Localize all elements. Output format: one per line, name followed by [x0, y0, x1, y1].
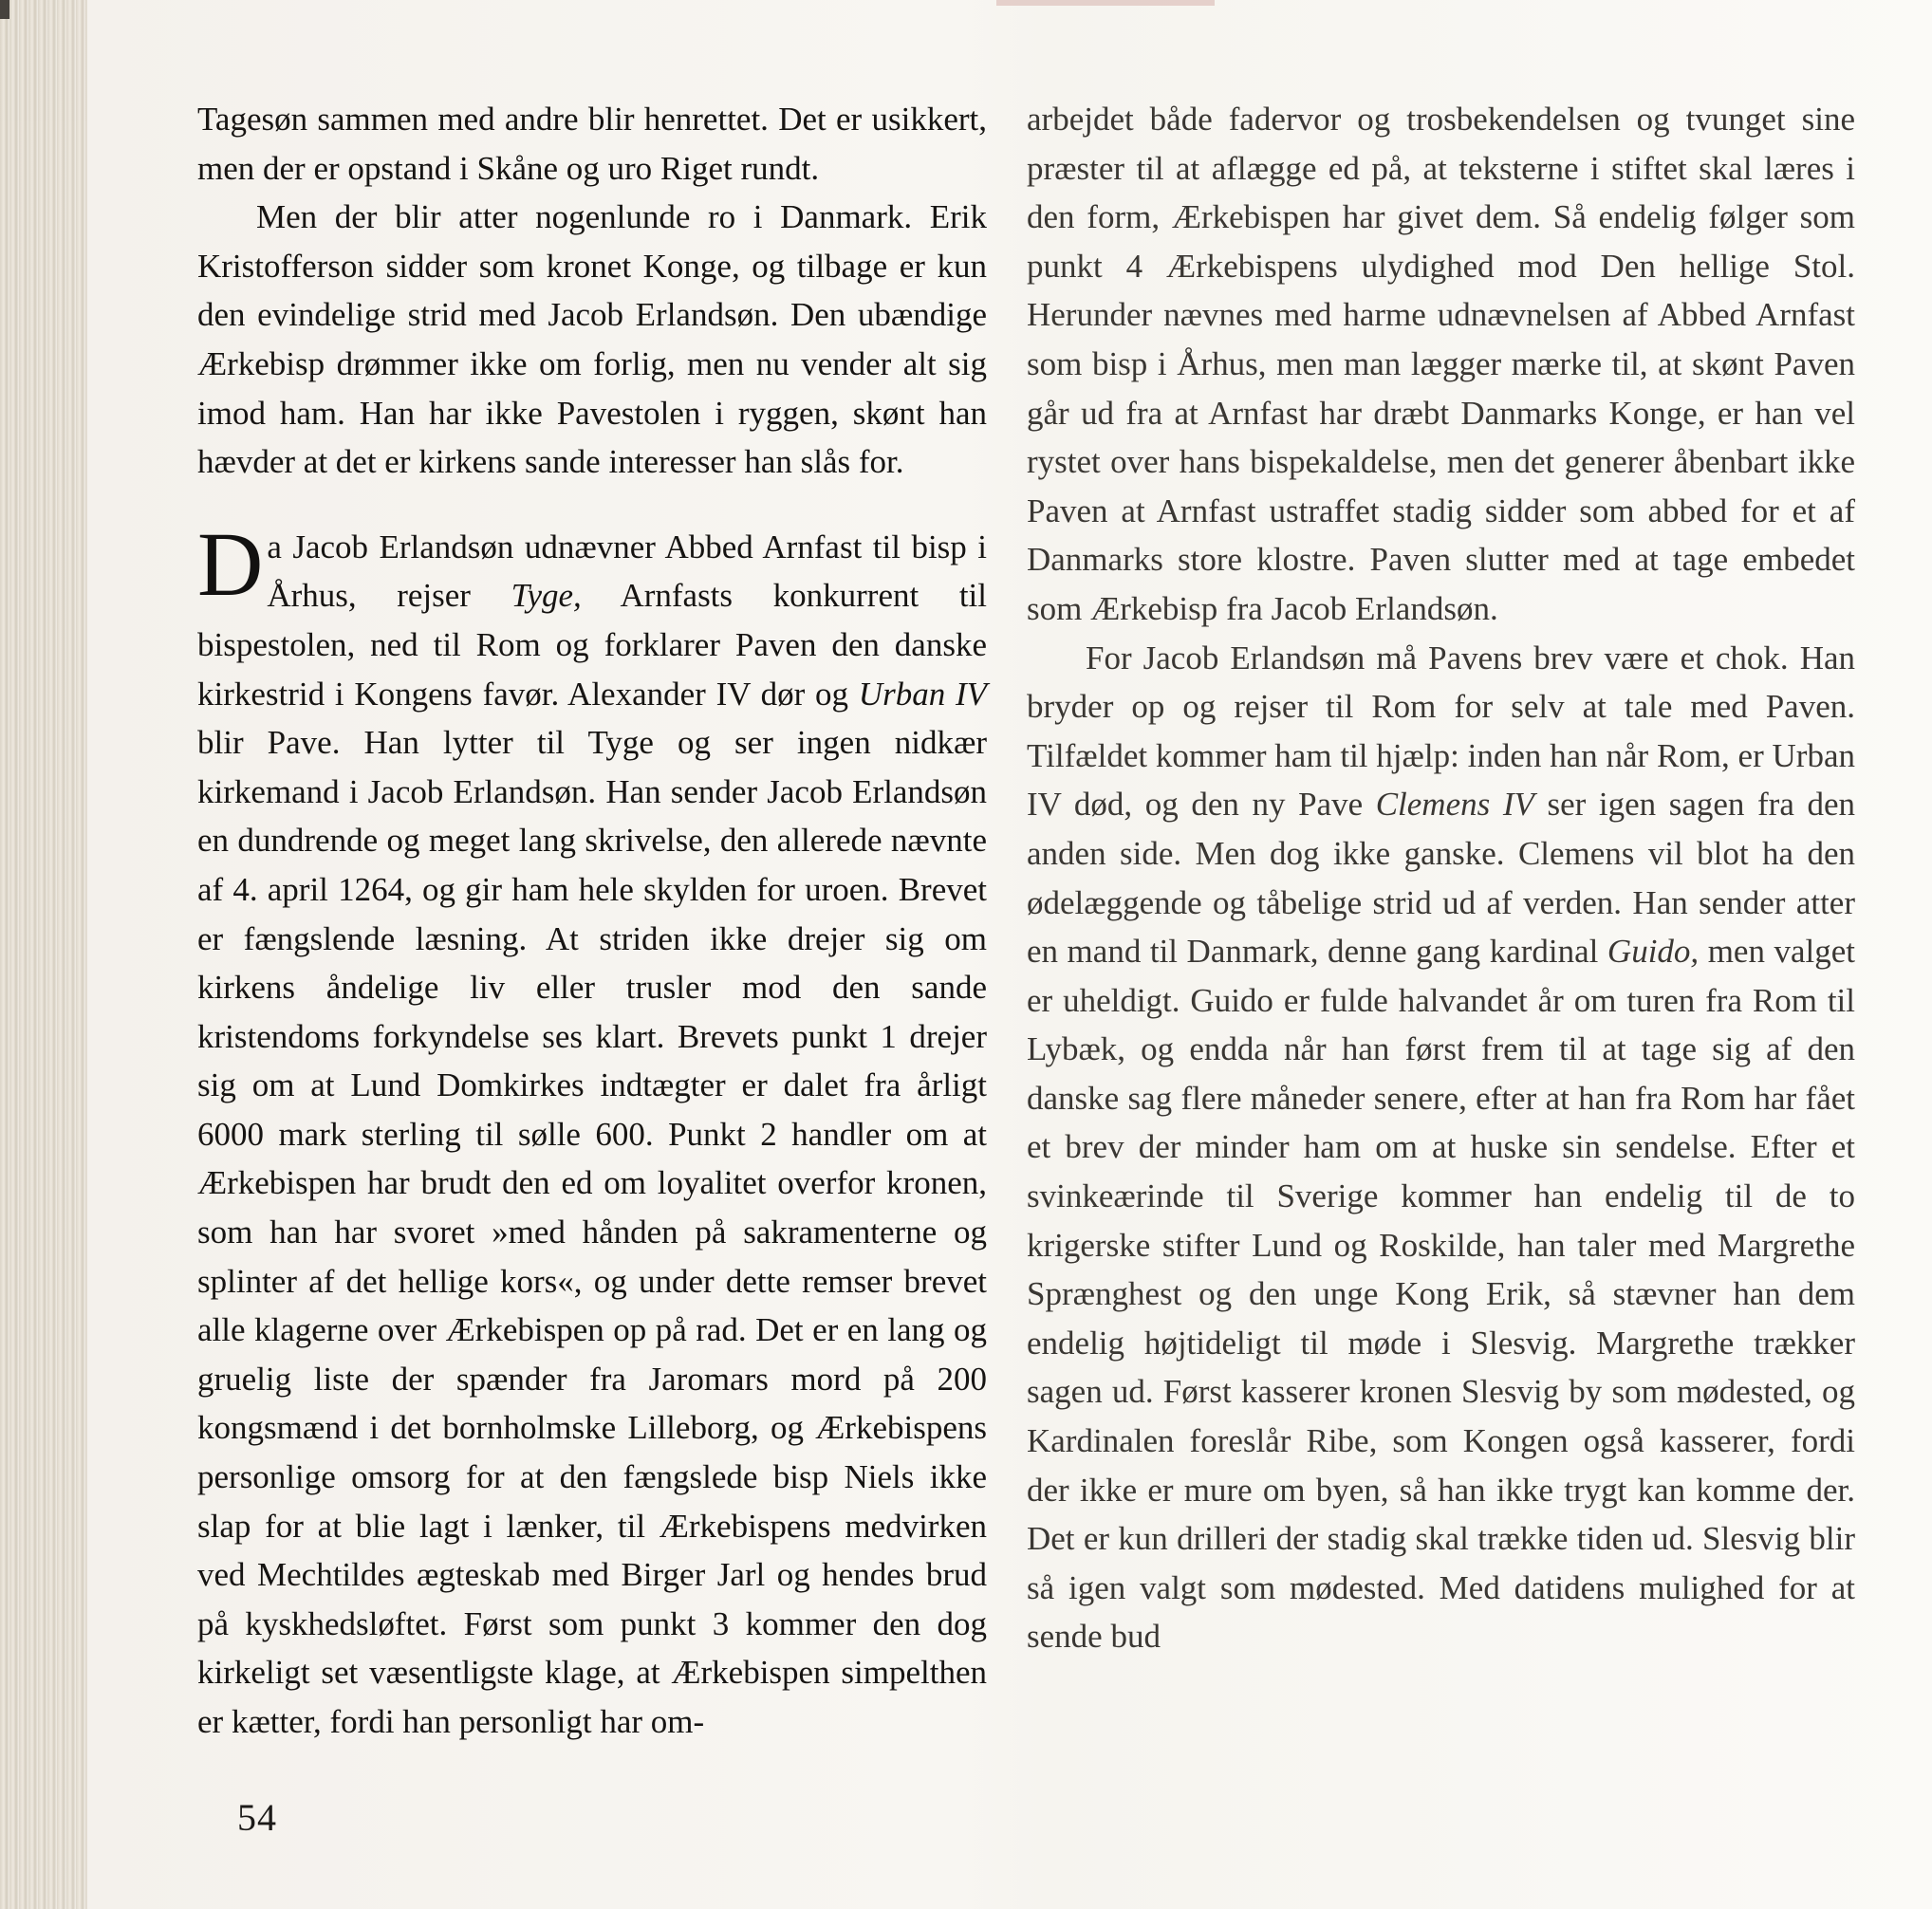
drop-cap: D: [197, 512, 264, 615]
page-number: 54: [237, 1796, 277, 1839]
italic-name: Tyge,: [511, 577, 582, 615]
page-edges: [0, 0, 87, 1909]
paragraph-text: Arnfasts konkurrent til bispestolen, ned til Rom og forklarer Paven den danske kirkestrid i Kongens favør. Alexander IV dør og: [197, 577, 987, 713]
paragraph: Tagesøn sammen med andre blir henrettet. Det er usikkert, men der er opstand i Skåne og uro Riget rundt.: [197, 101, 987, 187]
paragraph: [1027, 634, 1855, 1661]
italic-name: Guido,: [1607, 933, 1700, 971]
paragraph-text: men valget er uheldigt. Guido er fulde halvandet år om turen fra Rom til Lybæk, og endda når han først frem til at tage sig af den danske sag flere måneder senere, efter at han fra Rom har fået et brev der minder ham om at huske sin sendelse. Efter et svinkeærinde til Sverige kommer han endelig til de to krigerske stifter Lund og Roskilde, han taler med Margrethe Sprænghest og den unge Kong Erik, så stævner han dem endelig højtideligt til møde i Slesvig. Margrethe trækker sagen ud. Først kasserer kronen Slesvig by som mødested, og Kardinalen foreslår Ribe, som Kongen også kasserer, fordi der ikke er mure om byen, så han ikke trygt kan komme der. Det er kun drilleri der stadig skal trække tiden ud. Slesvig blir så igen valgt som mødested. Med datidens mulighed for at sende bud: [1027, 933, 1856, 1656]
page-top-edge: [996, 0, 1215, 6]
paragraph-text: blir Pave. Han lytter til Tyge og ser ingen nidkær kirkemand i Jacob Erlandsøn. Han sender Jacob Erlandsøn en dundrende og meget lang skrivelse, den allerede nævnte af 4. april 1264, og gir ham hele skylden for uroen. Brevet er fængslende læsning. At striden ikke drejer sig om kirkens åndelige liv eller trusler mod den sande kristendoms forkyndelse ses klart. Brevets punkt 1 drejer sig om at Lund Domkirkes indtægter er dalet fra årligt 6000 mark sterling til sølle 600. Punkt 2 handler om at Ærkebispen har brudt den ed om loyalitet overfor kronen, som han har svoret »med hånden på sakramenterne og splinter af det hellige kors«, og under dette remser brevet alle klagerne over Ærkebispen op på rad. Det er en lang og gruelig liste der spænder fra Jaromars mord på 200 kongsmænd i det bornholmske Lilleborg, og Ærkebispens personlige omsorg for at den fængslede bisp Niels ikke slap for at blie lagt i lænker, til Ærkebispens medvirken ved Mechtildes ægteskab med Birger Jarl og hendes brud på kyskhedsløftet. Først som punkt 3 kommer den dog kirkeligt set væsentligste klage, at Ærkebispen simpelthen er kætter, fordi han personligt har om-: [197, 724, 987, 1740]
italic-name: Clemens IV: [1375, 786, 1534, 824]
paragraph-text: ser igen sagen fra den anden side. Men dog ikke ganske. Clemens vil blot ha den ødelæggende og tåbelige strid ud af verden. Han sender atter en mand til Danmark, denne gang kardinal: [1027, 786, 1855, 971]
paragraph-with-dropcap: [197, 512, 987, 1747]
paragraph-text: a Jacob Erlandsøn udnævner Abbed Arnfast til bisp i Århus, rejser: [267, 528, 987, 615]
left-text-column: [197, 95, 987, 1747]
paragraph: Men der blir atter nogenlunde ro i Danmark. Erik Kristofferson sidder som kronet Konge, og tilbage er kun den evindelige strid med Jacob Erlandsøn. Den ubændige Ærkebisp drømmer ikke om forlig, men nu vender alt sig imod ham. Han har ikke Pavestolen i ryggen, skønt han hævder at det er kirkens sande interesser han slås for.: [197, 198, 987, 481]
italic-name: Urban IV: [858, 675, 987, 713]
paragraph: arbejdet både fadervor og trosbekendelsen og tvunget sine præster til at aflægge ed på, at teksterne i stiftet skal læres i den form, Ærkebispen har givet dem. Så endelig følger som punkt 4 Ærkebispens ulydighed mod Den hellige Stol. Herunder nævnes med harme udnævnelsen af Abbed Arnfast som bisp i Århus, men man lægger mærke til, at skønt Paven går ud fra at Arnfast har dræbt Danmarks Konge, er han vel rystet over hans bispekaldelse, men det generer åbenbart ikke Paven at Arnfast ustraffet stadig sidder som abbed for et af Danmarks store klostre. Paven slutter med at tage embedet som Ærkebisp fra Jacob Erlandsøn.: [1027, 101, 1855, 627]
right-text-column: [1027, 95, 1855, 1661]
paragraph-text: For Jacob Erlandsøn må Pavens brev være et chok. Han bryder op og rejser til Rom for selv at tale med Paven. Tilfældet kommer ham til hjælp: inden han når Rom, er Urban IV død, og den ny Pave: [1027, 639, 1855, 824]
